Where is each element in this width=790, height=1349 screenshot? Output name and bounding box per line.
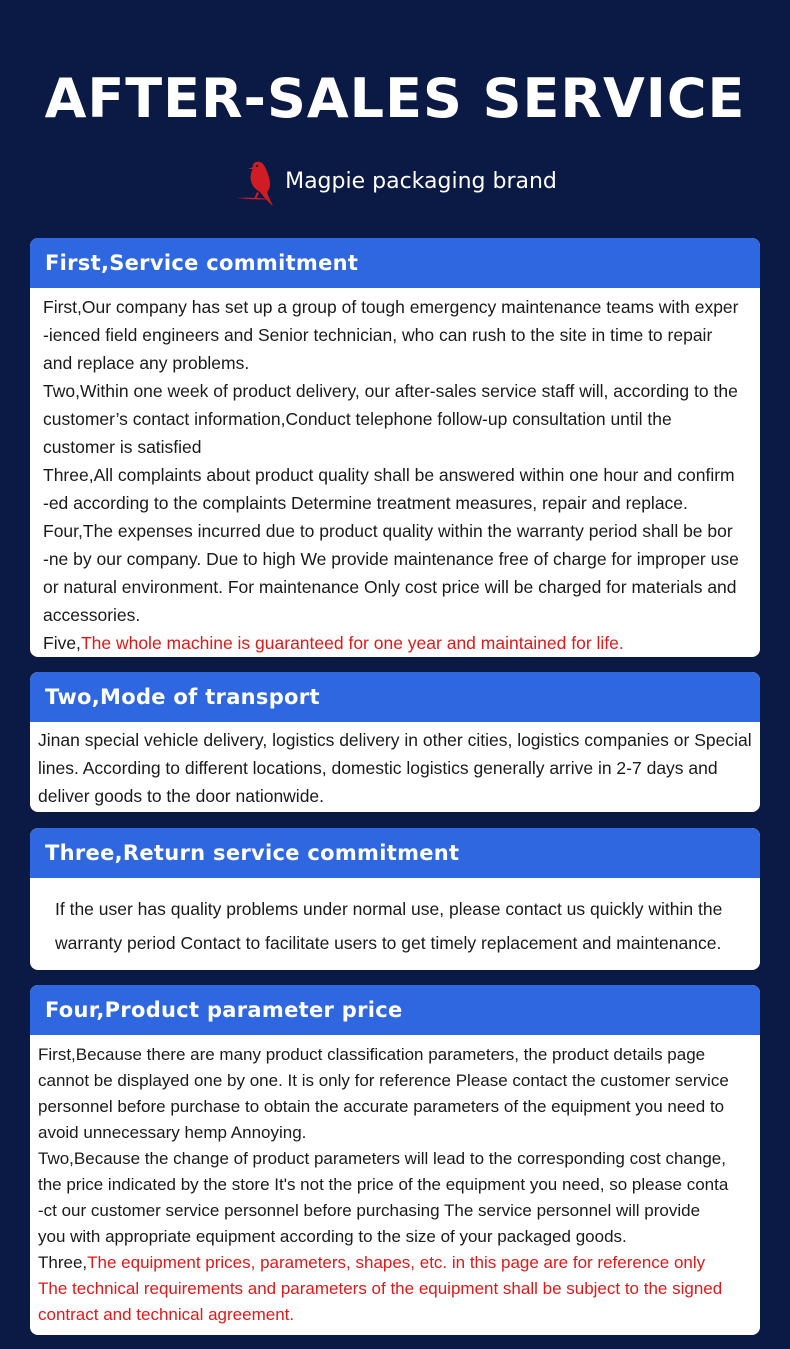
section-heading: Three,Return service commitment — [30, 828, 760, 878]
body-line: Jinan special vehicle delivery, logistics delivery in other cities, logistics companies or Special — [38, 730, 752, 750]
body-line: -ienced field engineers and Senior technician, who can rush to the site in time to repair — [43, 325, 713, 345]
body-line: or natural environment. For maintenance Only cost price will be charged for materials and — [43, 577, 737, 597]
body-line: Two,Because the change of product parameters will lead to the corresponding cost change, — [38, 1149, 726, 1168]
line-prefix: Three, — [38, 1253, 88, 1272]
body-line: the price indicated by the store It's not the price of the equipment you need, so please conta — [38, 1175, 729, 1194]
brand-name: Magpie packaging brand — [285, 168, 557, 194]
body-line: First,Because there are many product classification parameters, the product details page — [38, 1045, 706, 1064]
body-line: deliver goods to the door nationwide. — [38, 786, 325, 806]
page-title: AFTER-SALES SERVICE — [44, 67, 746, 130]
highlight-text: The whole machine is guaranteed for one year and maintained for life. — [80, 633, 624, 653]
section-body — [30, 878, 760, 960]
section-body — [30, 288, 760, 657]
highlight-line: contract and technical agreement. — [38, 1305, 295, 1324]
body-line: Four,The expenses incurred due to product quality within the warranty period shall be bor — [43, 521, 733, 541]
body-line: accessories. — [43, 605, 141, 625]
body-line: -ne by our company. Due to high We provide maintenance free of charge for improper use — [43, 549, 739, 569]
section-body — [30, 722, 760, 810]
section-service-commitment — [30, 238, 760, 657]
body-line: and replace any problems. — [43, 353, 250, 373]
highlight-line: The technical requirements and parameters of the equipment shall be subject to the signed — [38, 1279, 723, 1298]
body-line: customer’s contact information,Conduct telephone follow-up consultation until the — [43, 409, 672, 429]
body-line: Three,All complaints about product quality shall be answered within one hour and confirm — [43, 465, 735, 485]
body-line: -ct our customer service personnel before purchasing The service personnel will provide — [38, 1201, 701, 1220]
section-heading: Two,Mode of transport — [30, 672, 760, 722]
magpie-bird-icon — [233, 156, 285, 212]
body-line: If the user has quality problems under normal use, please contact us quickly within the — [55, 899, 723, 919]
body-line: avoid unnecessary hemp Annoying. — [38, 1123, 307, 1142]
line-prefix: Five, — [43, 633, 81, 653]
body-line: lines. According to different locations, domestic logistics generally arrive in 2-7 days and — [38, 758, 718, 778]
section-body — [30, 1035, 760, 1328]
section-heading: Four,Product parameter price — [30, 985, 760, 1035]
highlight-text: The equipment prices, parameters, shapes, etc. in this page are for reference only — [87, 1253, 706, 1272]
body-line — [38, 1250, 752, 1276]
body-line: you with appropriate equipment according to the size of your packaged goods. — [38, 1227, 627, 1246]
body-line: customer is satisfied — [43, 437, 202, 457]
brand-row — [0, 156, 790, 212]
body-line: warranty period Contact to facilitate users to get timely replacement and maintenance. — [55, 933, 722, 953]
body-line: personnel before purchase to obtain the accurate parameters of the equipment you need to — [38, 1097, 725, 1116]
body-line: cannot be displayed one by one. It is only for reference Please contact the customer service — [38, 1071, 729, 1090]
section-mode-of-transport — [30, 672, 760, 812]
body-line — [43, 629, 752, 657]
section-return-service — [30, 828, 760, 970]
section-product-parameter-price — [30, 985, 760, 1335]
body-line: First,Our company has set up a group of tough emergency maintenance teams with exper — [43, 297, 739, 317]
body-line: -ed according to the complaints Determine treatment measures, repair and replace. — [43, 493, 688, 513]
body-line: Two,Within one week of product delivery, our after-sales service staff will, according to the — [43, 381, 738, 401]
section-heading: First,Service commitment — [30, 238, 760, 288]
